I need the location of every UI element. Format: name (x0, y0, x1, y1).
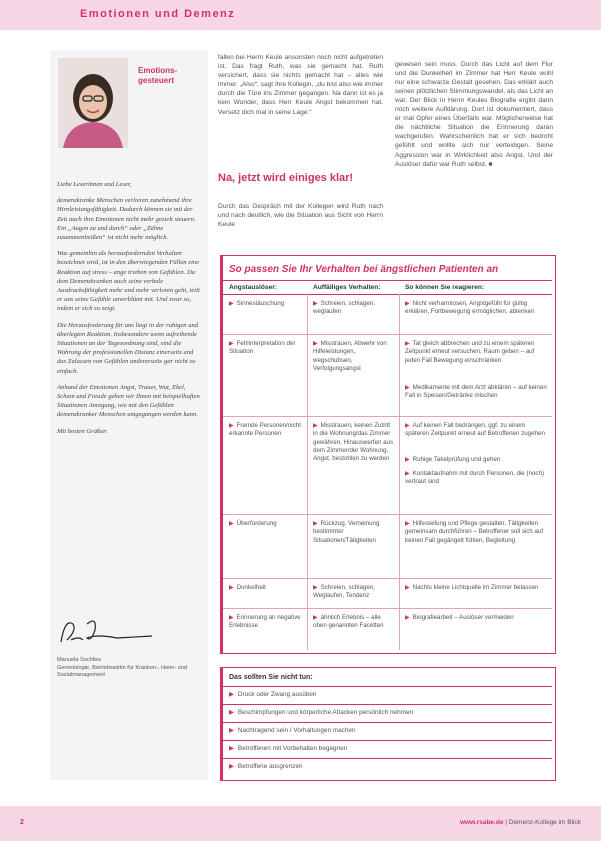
list-item: ▶ Beschimpfungen und körperliche Attacken persönlich nehmen (229, 709, 414, 716)
closing: Mit besten Grüßen (57, 427, 107, 435)
table-row: ▶ Nachts kleine Lichtquelle im Zimmer belassen (405, 584, 539, 591)
column-divider (307, 294, 308, 650)
list-item: ▶ Betroffene ausgrenzen (229, 763, 303, 770)
article-column-3 (395, 53, 553, 175)
article-subheading: Na, jetzt wird einiges klar! (218, 172, 354, 184)
table-row: ▶ Überforderung (229, 520, 277, 527)
table-row: ▶ Nicht verharmlosen, Angstgefühl für gültig erklären, Fortbewegung ermöglichen, ablenken (405, 300, 535, 316)
greeting: Liebe Leserinnen und Leser, (57, 181, 132, 188)
letter-paragraph: Was gemeinhin als herausfordernden Verhalten bezeichnet wird, ist in den überwiegenden Fällen eine Reaktion auf stress – ange trieben von Gefühlen. Da dem Demenzkranken auch seine verbale Ausdrucksfähigkeit mehr und mehr verloren geht, teilt er uns seine Gefühle unverblümt mit. Und zwar so, indem er sich so zeigt. (57, 250, 200, 313)
author-photo (58, 58, 128, 148)
table-row: ▶ Sinnestäuschung (229, 300, 285, 307)
sidebar-label: Emotions-gesteuert (138, 66, 178, 85)
table-row: ▶ Fremde Personen/nicht erkannte Personen (229, 422, 301, 438)
table-row: ▶ Schreien, schlagen, weglaufen (313, 300, 375, 316)
footer-credit: www.rsabe.de | Demenz-Kollege im Blick (459, 819, 581, 826)
table-rule (223, 280, 552, 281)
table-row: ▶ Auf keinen Fall bedrängen, ggf. zu einem späteren Zeitpunkt erneut auf Betroffenen zugehen (405, 422, 545, 438)
table-row: ▶ Schreien, schlagen, Weglaufen, Tendenz (313, 584, 375, 600)
article-column-2 (218, 53, 383, 117)
table-row: ▶ Misstrauen, keinen Zutritt in die Wohnung/das Zimmer gewähren, Hinauswerfen aus dem Zimmer/der Wohnung, Angst, bestohlen zu werden (313, 422, 394, 463)
column-divider (399, 294, 400, 650)
table-title: So passen Sie Ihr Verhalten bei ängstlichen Patienten an (229, 264, 499, 275)
letter-paragraph: Die Herausforderung für uns liegt in der ruhigen und überlegten Reaktion. Insbesondere wenn aufreibende Situationen an der Tagesordnung sind, sind die Wahrung der professionellen Distanz einerseits und das Zulassen von Gefühlen andererseits gar nicht so einfach. (57, 321, 199, 375)
list-rule (223, 722, 552, 723)
table-row: ▶ Misstrauen, Abwehr von Hilfeleistungen, wegschubsen, Verfolgungsangst (313, 340, 387, 372)
article-paragraph: gewesen sein muss. Durch das Licht auf dem Flur und die Dunkelheit im Zimmer hat Herr Keule wohl nur eine schwarze Gestalt gesehen. Das erklärt auch seinen plötzlichen Stimmungswandel, als das Licht an war. Der Blick in Herrn Keules Biografie ergibt dann noch weitere Aufklärung. Dort ist dokumentiert, dass er mal Opfer eines Überfalls war. Möglicherweise hat die nächtliche Situation die Erinnerung daran wachgerufen. Wahrscheinlich hat er sich bedroht gefühlt und wollte sich nur verteidigen. Seine Aggression war in Wirklichkeit also Angst. Und der Auslöser dafür war Ruth selbst. ■ (395, 60, 553, 168)
table-row: ▶ Erinnerung an negative Erlebnisse (229, 614, 301, 630)
letter-paragraph: Anhand der Emotionen Angst, Trauer, Wut, Ekel, Scham und Freude geben wir Ihnen mit beispielhaften Situationen Anregung, wie mit den Gefühlen demenzkranker Menschen umgegangen werden kann. (57, 383, 200, 419)
row-divider (223, 608, 552, 609)
row-divider (223, 334, 552, 335)
dont-box (220, 667, 556, 781)
article-column-2-bottom (218, 195, 383, 235)
list-item: ▶ Druck oder Zwang ausüben (229, 691, 317, 698)
table-row: ▶ Medikamente mit dem Arzt abklären – auf keinen Fall in Speisen/Getränke mischen (405, 384, 547, 400)
table-row: ▶ Tat gleich abbrechen und zu einem späteren Zeitpunkt erneut versuchen, Raum geben – auf jeden Fall Bewegung einschränken (405, 340, 535, 364)
page-number: 2 (20, 819, 24, 826)
row-divider (223, 514, 552, 515)
editorial-letter (57, 180, 202, 443)
footer-url[interactable]: www.rsabe.de (459, 819, 504, 826)
table-row: ▶ Biografiearbeit – Auslöser vermeiden (405, 614, 514, 621)
handwritten-signature (57, 612, 157, 652)
author-name: Manuela Sochlies (57, 657, 102, 663)
column-header: Auffälliges Verhalten: (313, 284, 381, 291)
column-header: So können Sie reagieren: (405, 284, 485, 291)
list-rule (223, 740, 552, 741)
list-rule (223, 758, 552, 759)
list-rule (223, 686, 552, 687)
table-row: ▶ Hilfestellung und Pflege gestalten, Tätigkeiten gemeinsam durchführen – Betroffener soll sich auf keinen Fall gegängelt fühlen, Begleitung (405, 520, 544, 544)
table-row: ▶ Kontaktaufnahm mit durch Personen, die (noch) vertraut sind (405, 470, 545, 486)
table-row: ▶ ähnlich Erlebnis – alle oben genannten Facetten (313, 614, 384, 630)
table-row: ▶ Ruhige Takelprüfung und gehen (405, 456, 501, 463)
list-rule (223, 704, 552, 705)
table-row: ▶ Dunkelheit (229, 584, 266, 591)
list-item: ▶ Betroffenen mit Vorbehalten begegnen (229, 745, 348, 752)
reaction-table (220, 255, 556, 654)
dont-title: Das sollten Sie nicht tun: (229, 674, 313, 681)
list-item: ▶ Nachtragend sein / Vorhaltungen machen (229, 727, 356, 734)
column-header: Angstauslöser: (229, 284, 277, 291)
author-credit (57, 657, 202, 680)
section-title: Emotionen und Demenz (80, 8, 236, 20)
table-row: ▶ Fehlinterpretation der Situation (229, 340, 296, 356)
row-divider (223, 578, 552, 579)
letter-paragraph: demenzkranke Menschen verlieren zunehmend ihre Hirnleistungsfähigkeit. Dadurch können sie mit der Zeit auch ihre Emotionen nicht mehr gezielt steuern. Ein „Augen zu und durch“ oder „Zähne zusammenbeißen“ ist nicht mehr möglich. (57, 197, 196, 242)
article-paragraph: fallen bei Herrn Keule ansonsten noch nicht aufgetreten ist. Das fragt Ruth, was sie gemacht hat. Ruth versichert, dass sie nichts gemacht hat – alles wie immer. „Also“, sagt ihre Kollegin, „du bist also wie immer durch die Türe ins Zimmer gegangen. Na dann ist es ja kein Wunder, dass Herr Keule Angst bekommen hat. Versetz dich mal in seine Lage.“ (218, 54, 383, 116)
header-bar (0, 0, 601, 30)
author-role: Gerontologie, Betriebswirtin für Kranken-, Heim- und Sozialmanagement (57, 664, 187, 678)
footer-tagline: Demenz-Kollege im Blick (508, 819, 581, 826)
table-rule (223, 294, 552, 295)
page-footer (0, 806, 601, 841)
article-paragraph: Durch das Gespräch mit der Kollegen wird Ruth nach und nach deutlich, wie die Situation aus Sicht von Herrn Keule (218, 202, 383, 228)
row-divider (223, 416, 552, 417)
table-row: ▶ Rückzug, Verneinung bestimmter Situationen/Tätigkeiten (313, 520, 380, 544)
